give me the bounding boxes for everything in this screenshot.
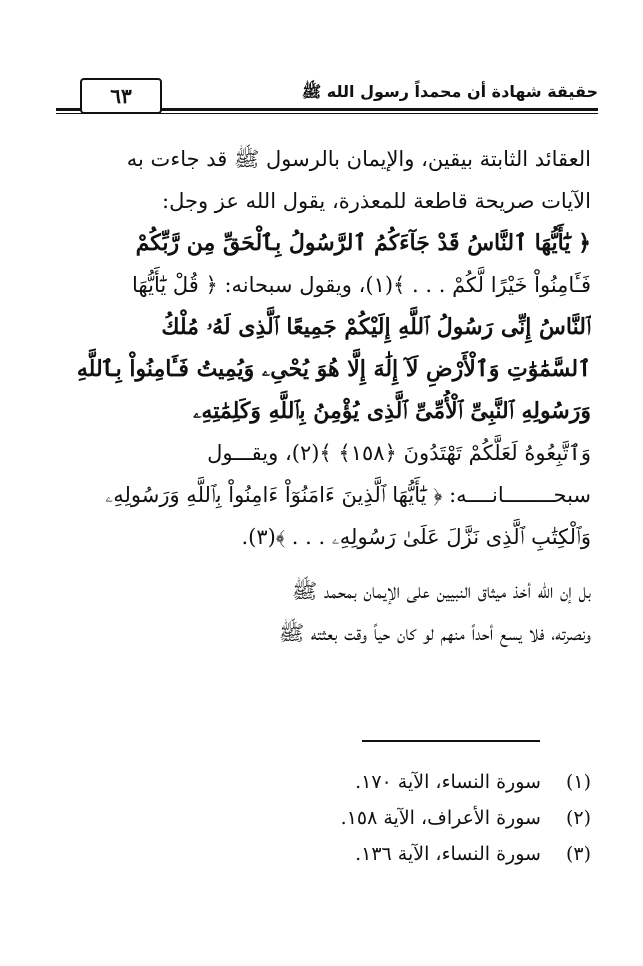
text-line: ونصرته، فلا يسع أحداً منهم لو كان حياً وقت بعثته ﷺ (278, 621, 591, 645)
quran-verse-line: سبحــــــــانــــه: ﴿ يَٰٓأَيُّهَا ٱلَّذِينَ ءَامَنُوٓاْ ءَامِنُواْ بِٱللَّهِ وَرَسُولِهِۦ (105, 483, 591, 507)
footnote-text: سورة النساء، الآية ١٣٦. (355, 843, 541, 865)
footnote-number: (٢) (565, 807, 591, 829)
footnote (43, 800, 591, 836)
quran-verse-line: وَرَسُولِهِ ٱلنَّبِىِّ ٱلْأُمِّىِّ ٱلَّذِى يُؤْمِنُ بِٱللَّهِ وَكَلِمَٰتِهِۦ (193, 398, 591, 424)
footnote-separator (362, 740, 540, 742)
quran-verse-line: وَٱتَّبِعُوهُ لَعَلَّكُمْ تَهْتَدُونَ ﴿١٥٨﴾ ﴾(٢)، ويقـــول (207, 441, 591, 465)
quran-verse-line: وَٱلْكِتَٰبِ ٱلَّذِى نَزَّلَ عَلَىٰ رَسُولِهِۦ . . . ﴾(٣). (241, 525, 591, 549)
footnotes (43, 764, 591, 872)
quran-verse-line: ﴿ يَٰٓأَيُّهَا ٱلنَّاسُ قَدْ جَآءَكُمُ ٱلرَّسُولُ بِٱلْحَقِّ مِن رَّبِّكُمْ (135, 230, 591, 256)
running-title: حقيقة شهادة أن محمداً رسول الله ﷺ (301, 82, 598, 101)
footnote-text: سورة النساء، الآية ١٧٠. (355, 771, 541, 793)
page-header (56, 78, 598, 118)
footnote-number: (١) (565, 771, 591, 793)
text-line: العقائد الثابتة بيقين، والإيمان بالرسول ﷺ قد جاءت به (126, 147, 591, 171)
footnote (43, 764, 591, 800)
footnote-text: سورة الأعراف، الآية ١٥٨. (340, 807, 541, 829)
footnote-number: (٣) (565, 843, 591, 865)
page-number: ٦٣ (80, 78, 162, 114)
quran-verse-line: ٱلنَّاسُ إِنِّى رَسُولُ ٱللَّهِ إِلَيْكُمْ جَمِيعًا ٱلَّذِى لَهُۥ مُلْكُ (161, 314, 591, 340)
quran-verse-line: فَـَٔامِنُواْ خَيْرًا لَّكُمْ . . . ﴾(١)، ويقول سبحانه: ﴿ قُلْ يَٰٓأَيُّهَا (132, 273, 591, 297)
quran-verse-line: ٱلسَّمَٰوَٰتِ وَٱلْأَرْضِ لَآ إِلَٰهَ إِلَّا هُوَ يُحْىِۦ وَيُمِيتُ فَـَٔامِنُواْ بِٱللَّهِ (76, 356, 591, 382)
body-text (43, 138, 591, 654)
text-line: بل إن الله أخذ ميثاق النبيين على الإيمان بمحمد ﷺ (291, 579, 591, 603)
footnote (43, 836, 591, 872)
text-line: الآيات صريحة قاطعة للمعذرة، يقول الله عز وجل: (162, 189, 591, 213)
